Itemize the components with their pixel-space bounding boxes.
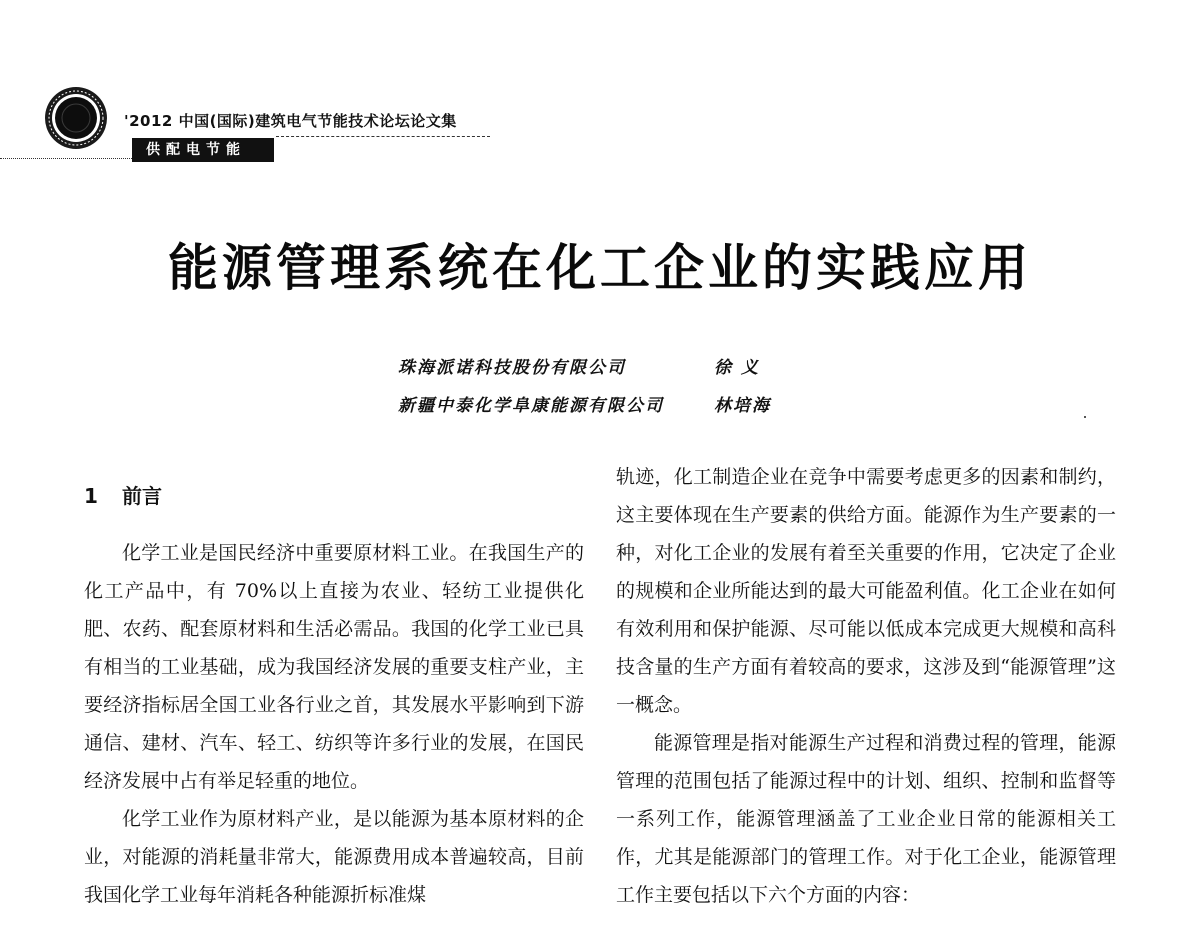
section-tag: 供配电节能 bbox=[132, 138, 274, 162]
author-line bbox=[398, 346, 771, 384]
right-column bbox=[616, 458, 1116, 914]
author-name: 徐 义 bbox=[714, 357, 760, 378]
body-paragraph: 能源管理是指对能源生产过程和消费过程的管理，能源管理的范围包括了能源过程中的计划、组织、控制和监督等一系列工作，能源管理涵盖了工业企业日常的能源相关工作，尤其是能源部门的管理工作。对于化工企业，能源管理工作主要包括以下六个方面的内容： bbox=[616, 732, 1116, 906]
section-title: 前言 bbox=[122, 484, 162, 508]
body-paragraph-continued: 轨迹，化工制造企业在竞争中需要考虑更多的因素和制约，这主要体现在生产要素的供给方面。能源作为生产要素的一种，对化工企业的发展有着至关重要的作用，它决定了企业的规模和企业所能达到的最大可能盈利值。化工企业在如何有效利用和保护能源、尽可能以低成本完成更大规模和高科技含量的生产方面有着较高的要求，这涉及到“能源管理”这一概念。 bbox=[616, 466, 1116, 716]
scan-speck bbox=[1084, 416, 1086, 418]
author-organization: 新疆中泰化学阜康能源有限公司 bbox=[398, 395, 664, 416]
section-number: 1 bbox=[84, 484, 98, 508]
header-dotted-rule bbox=[0, 158, 132, 159]
proceedings-title: '2012 中国(国际)建筑电气节能技术论坛论文集 bbox=[124, 112, 457, 130]
author-organization: 珠海派诺科技股份有限公司 bbox=[398, 357, 626, 378]
conference-seal-icon bbox=[44, 86, 108, 150]
author-name: 林培海 bbox=[714, 395, 771, 416]
left-column bbox=[84, 458, 584, 914]
author-block bbox=[398, 346, 771, 422]
header-dashed-rule bbox=[276, 136, 490, 137]
section-heading bbox=[84, 458, 584, 534]
body-paragraph: 化学工业是国民经济中重要原材料工业。在我国生产的化工产品中，有 70%以上直接为农业、轻纺工业提供化肥、农药、配套原材料和生活必需品。我国的化学工业已具有相当的工业基础，成为我国经济发展的重要支柱产业，主要经济指标居全国工业各行业之首，其发展水平影响到下游通信、建材、汽车、轻工、纺织等许多行业的发展，在国民经济发展中占有举足轻重的地位。 bbox=[84, 542, 584, 792]
article-title: 能源管理系统在化工企业的实践应用 bbox=[168, 239, 1032, 297]
author-line bbox=[398, 384, 771, 422]
body-paragraph: 化学工业作为原材料产业，是以能源为基本原材料的企业，对能源的消耗量非常大，能源费用成本普遍较高，目前我国化学工业每年消耗各种能源折标准煤 bbox=[84, 808, 584, 906]
